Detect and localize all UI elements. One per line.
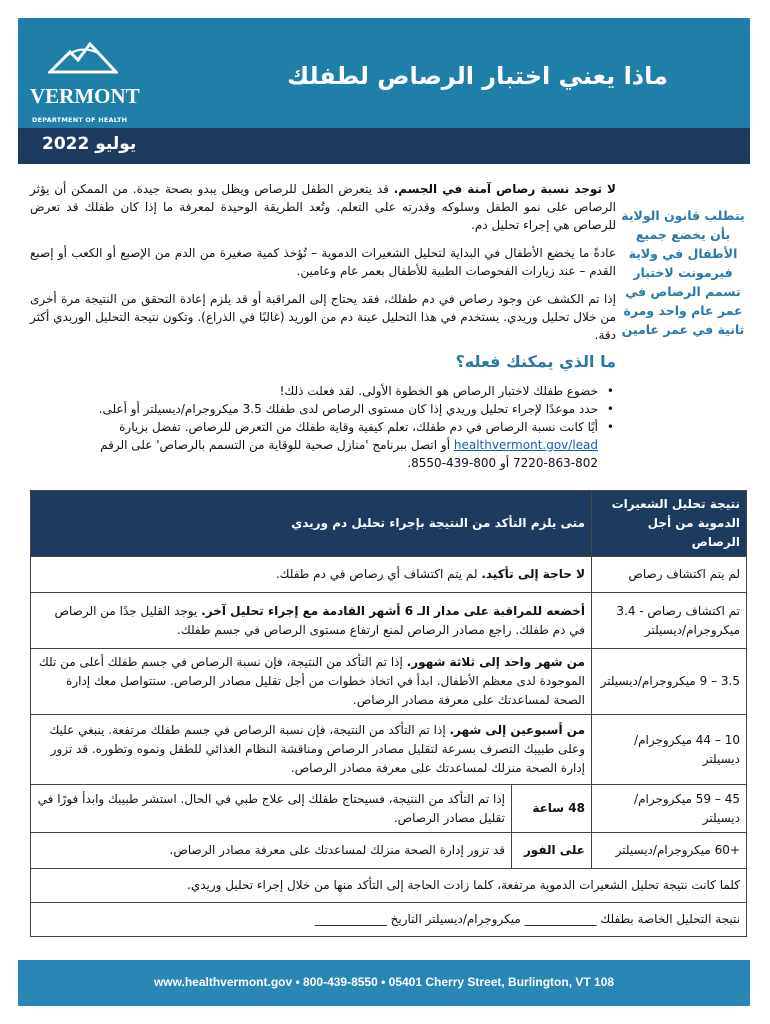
intro-rest: قد يتعرض الطفل للرصاص ويظل يبدو بصحة جيدة. من الممكن أن يؤثر الرصاص على نمو الطفل وسلوكه وقدرته على التعلم. وتُعد الطريقة الوحيدة لمعرفة ما إذا كان طفلك قد تعرض للرصاص هي إجراء تحليل دم. <box>30 182 616 232</box>
bullet-icon: • <box>606 384 614 398</box>
list-item-text: أو اتصل ببرنامج 'منازل صحية للوقاية من التسمم بالرصاص' على الرقم 802-863-7220 أو 800-439-8550. <box>100 438 598 470</box>
intro-paragraph-3: إذا تم الكشف عن وجود رصاص في دم طفلك، فقد يحتاج إلى المراقبة أو قد يلزم إعادة التحقق من النتيجة مرة أخرى من خلال تحليل وريدي. يستخدم في هذا التحليل عينة دم من الوريد (غالبًا في الذراع). وتكون نتيجة التحليل الوريدي أكثر دقة. <box>30 292 616 342</box>
intro-paragraph-2: عادةً ما يخضع الأطفال في البداية لتحليل الشعيرات الدموية – تُؤخذ كمية صغيرة من الدم من الإصبع أو الكعب أو إصبع القدم – عند زيارات الفحوصات الطبية للأطفال بعمر عام وعامين. <box>30 246 616 278</box>
result-cell: تم اكتشاف رصاص - 3.4 ميكروجرام/ديسيلتر <box>592 593 747 649</box>
result-cell: +60 ميكروجرام/ديسيلتر <box>592 833 747 869</box>
when-bold: من شهر واحد إلى ثلاثة شهور. <box>406 655 585 669</box>
table-note-row <box>31 869 747 903</box>
header-when: متى يلزم التأكد من النتيجة بإجراء تحليل دم وريدي <box>31 491 592 557</box>
when-text: إذا تم التأكد من النتيجة، فإن نسبة الرصاص في جسم طفلك مرتفعة. ينبغي عليك وعلى طبيبك التصرف بسرعة لتقليل مصادر الرصاص ومناقشة النظام الغذائي للطفل ونموه وتطوره. قد تزور إدارة الصحة منزلك لمساعدتك على معرفة مصادر الرصاص. <box>49 723 585 775</box>
results-table <box>30 490 747 937</box>
list-item-text: أيًا كانت نسبة الرصاص في دم طفلك، تعلم كيفية وقاية طفلك من التعرض للرصاص. تفضل بزيارة <box>119 420 598 434</box>
logo-text: VERMONT <box>30 84 140 108</box>
when-bold: من أسبوعين إلى شهر. <box>449 723 585 737</box>
date-band <box>18 128 750 164</box>
list-item-text: حدد موعدًا لإجراء تحليل وريدي إذا كان مستوى الرصاص لدى طفلك 3.5 ميكروجرام/ديسيلتر أو أعلى. <box>98 402 598 416</box>
when-cell <box>31 649 592 715</box>
table-row <box>31 833 747 869</box>
table-row <box>31 557 747 593</box>
when-bold: على الفور <box>523 843 585 857</box>
when-cell <box>512 785 592 833</box>
table-row <box>31 649 747 715</box>
list-item <box>76 382 616 400</box>
list-item <box>76 418 616 472</box>
page-title: ماذا يعني اختبار الرصاص لطفلك <box>287 62 668 90</box>
table-row <box>31 715 747 785</box>
bullet-icon: • <box>606 420 614 434</box>
logo-subtext: DEPARTMENT OF HEALTH <box>32 116 128 124</box>
when-cell <box>31 593 592 649</box>
your-result-field: نتيجة التحليل الخاصة بطفلك ____________ ميكروجرام/ديسيلتر التاريخ ____________ <box>31 903 747 937</box>
list-item <box>76 400 616 418</box>
sidebar-note: يتطلب قانون الولاية بأن يخضع جميع الأطفال في ولاية فيرمونت لاختبار تسمم الرصاص في عمر عام واحد ومرة ثانية في عمر عامين <box>621 208 745 337</box>
when-cell <box>31 715 592 785</box>
result-cell: لم يتم اكتشاف رصاص <box>592 557 747 593</box>
when-detail-cell: قد تزور إدارة الصحة منزلك لمساعدتك على معرفة مصادر الرصاص. <box>31 833 512 869</box>
header-result: نتيجة تحليل الشعيرات الدموية من أجل الرصاص <box>592 491 747 557</box>
when-cell <box>512 833 592 869</box>
intro-paragraph-1 <box>30 180 616 234</box>
mountain-logo-icon <box>48 38 118 78</box>
date-label: يوليو 2022 <box>42 134 137 154</box>
table-header-row <box>31 491 747 557</box>
footer-contact: www.healthvermont.gov • 800-439-8550 • 05401 Cherry Street, Burlington, VT 108 <box>153 975 615 989</box>
health-link[interactable]: healthvermont.gov/lead <box>453 438 598 452</box>
when-text: يوجد القليل جدًا من الرصاص في دم طفلك. راجع مصادر الرصاص لمنع ارتفاع مستوى الرصاص في جسم طفلك. <box>54 603 585 637</box>
table-note: كلما كانت نتيجة تحليل الشعيرات الدموية مرتفعة، كلما زادت الحاجة إلى التأكد منها من خلال إجراء تحليل وريدي. <box>31 869 747 903</box>
result-cell: 3.5 – 9 ميكروجرام/ديسيلتر <box>592 649 747 715</box>
when-bold: 48 ساعة <box>532 801 585 815</box>
when-bold: أخضعه للمراقبة على مدار الـ 6 أشهر القادمة مع إجراء تحليل آخر. <box>201 603 585 618</box>
intro-text <box>30 180 616 354</box>
table-row <box>31 593 747 649</box>
intro-bold: لا توجد نسبة رصاص آمنة في الجسم. <box>393 182 616 196</box>
footer-bar <box>18 960 750 1006</box>
table-result-row <box>31 903 747 937</box>
vermont-health-logo <box>30 38 150 128</box>
when-text: لم يتم اكتشاف أي رصاص في دم طفلك. <box>275 567 482 581</box>
when-bold: لا حاجة إلى تأكيد. <box>481 567 585 581</box>
when-detail-cell: إذا تم التأكد من النتيجة، فسيحتاج طفلك إلى علاج طبي في الحال. استشر طبيبك وابدأ فورًا في تقليل مصادر الرصاص. <box>31 785 512 833</box>
bullet-icon: • <box>606 402 614 416</box>
when-cell <box>31 557 592 593</box>
when-text: إذا تم التأكد من النتيجة، فإن نسبة الرصاص في جسم طفلك أعلى من تلك الموجودة لدى معظم الأطفال. ابدأ في اتخاذ خطوات من أجل تقليل مصادر الرصاص. ستتواصل معك إدارة الصحة لمساعدتك على معرفة مصادر الرصاص. <box>38 655 585 707</box>
list-item-text: خضوع طفلك لاختبار الرصاص هو الخطوة الأولى. لقد فعلت ذلك! <box>279 384 598 398</box>
section-title: ما الذي يمكنك فعله؟ <box>455 352 616 371</box>
result-cell: 45 – 59 ميكروجرام/ديسيلتر <box>592 785 747 833</box>
action-list <box>76 382 616 472</box>
header-banner <box>18 18 750 128</box>
result-cell: 10 – 44 ميكروجرام/ديسيلتر <box>592 715 747 785</box>
table-row <box>31 785 747 833</box>
